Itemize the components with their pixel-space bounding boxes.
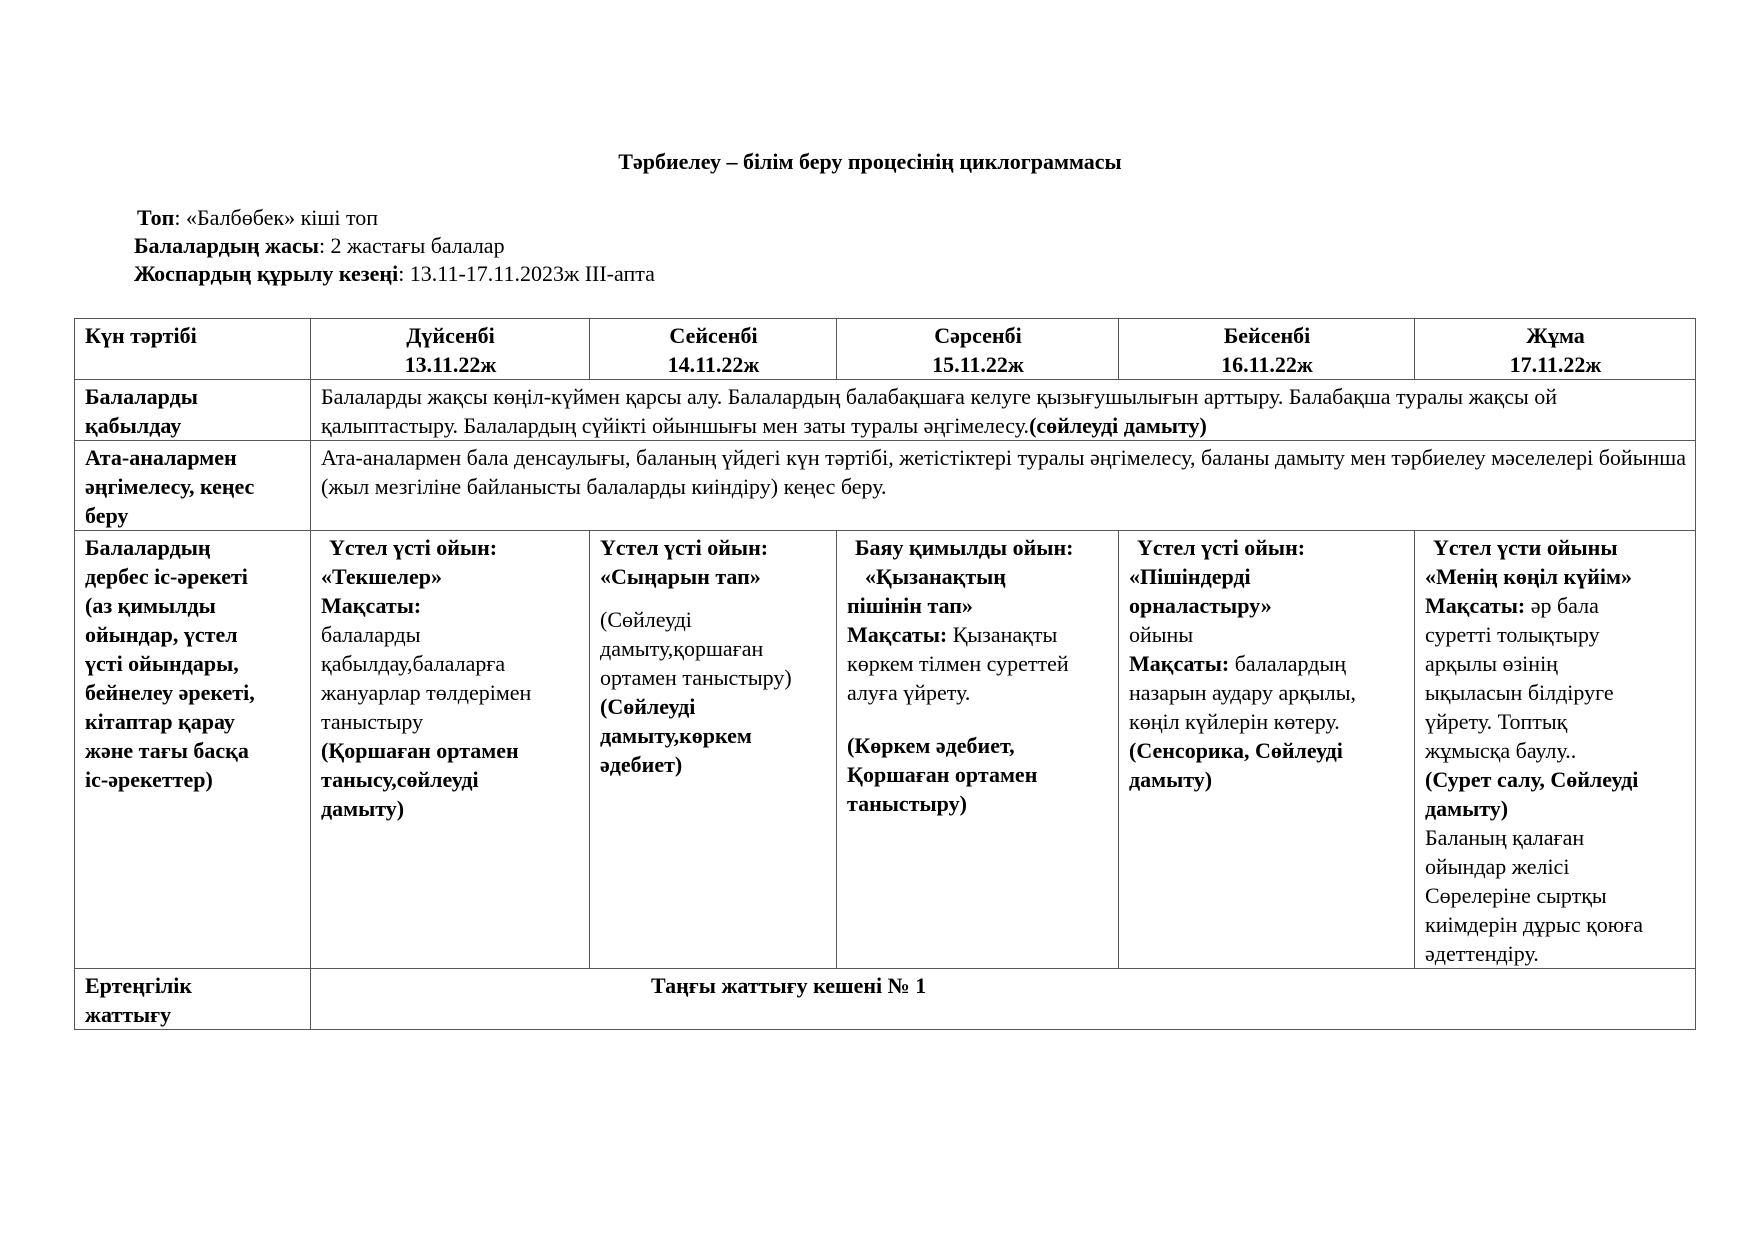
label-line: дербес іс-әрекеті [85, 564, 248, 589]
goal-row [847, 620, 1109, 649]
goal-line: әр бала [1530, 593, 1599, 618]
goal-line: жұмысқа баулу.. [1425, 738, 1577, 763]
extra-line: киімдерін дұрыс қоюға [1425, 912, 1643, 937]
goal-line: арқылы өзінің [1425, 651, 1558, 676]
table-row [75, 531, 1696, 969]
goal-line: суретті толықтыру [1425, 622, 1600, 647]
game-type: Үстел үсті ойын: [329, 535, 498, 560]
activity-thursday [1119, 531, 1415, 969]
areas-line: дамыту,көркем [600, 723, 752, 748]
header-day-friday [1415, 319, 1696, 380]
meta-period-label: Жоспардың құрылу кезеңі [134, 261, 399, 286]
activity-friday [1415, 531, 1696, 969]
activity-tuesday [590, 531, 837, 969]
spacer [847, 707, 1109, 731]
day-date: 13.11.22ж [404, 352, 497, 377]
game-name: пішінін тап» [847, 593, 973, 618]
label-line: бейнелеу әрекеті, [85, 680, 255, 705]
spacer [600, 591, 827, 605]
day-name: Дүйсенбі [406, 323, 495, 348]
table-row [75, 441, 1696, 531]
row-label-reception [75, 380, 311, 441]
meta-age-label: Балалардың жасы [134, 233, 319, 258]
goal-line: назарын аудару арқылы, [1129, 680, 1356, 705]
areas-line: дамыту) [321, 796, 405, 821]
goal-line: көркем тілмен суреттей [847, 651, 1069, 676]
row-label-independent-activity [75, 531, 311, 969]
goal-line: таныстыру [321, 709, 424, 734]
label-line: Ата-аналармен [85, 445, 237, 470]
table-row [75, 380, 1696, 441]
game-type: Үстел үсті ойын: [600, 535, 769, 560]
header-day-thursday [1119, 319, 1415, 380]
reception-text-bold: (сөйлеуді дамыту) [1029, 413, 1207, 438]
day-name: Бейсенбі [1223, 323, 1311, 348]
row-content-morning-exercise: Таңғы жаттығу кешені № 1 [311, 969, 1696, 1030]
game-name: «Менің көңіл күйім» [1425, 564, 1632, 589]
label-line: ойындар, үстел [85, 622, 238, 647]
label-line: (аз қимылды [85, 593, 216, 618]
goal-row [1129, 649, 1405, 678]
meta-period-value: : 13.11-17.11.2023ж ІІІ-апта [398, 261, 655, 286]
meta-period [134, 260, 655, 288]
label-line: Балалардың [85, 535, 211, 560]
goal-line: Қызанақты [952, 622, 1058, 647]
areas-line: Қоршаған ортамен [847, 762, 1038, 787]
meta-age [134, 232, 655, 260]
table-row [75, 969, 1696, 1030]
extra-line: Баланың қалаған [1425, 825, 1585, 850]
schedule-table [74, 318, 1696, 1030]
game-type: Үстел үсти ойыны [1433, 535, 1618, 560]
label-line: жаттығу [85, 1002, 172, 1027]
note-line: дамыту,қоршаған [600, 636, 764, 661]
label-line: беру [85, 503, 129, 528]
day-name: Сәрсенбі [934, 323, 1022, 348]
meta-age-value: : 2 жастағы балалар [318, 233, 505, 258]
header-day-monday [311, 319, 590, 380]
day-name: Сейсенбі [669, 323, 758, 348]
areas-line: (Көркем әдебиет, [847, 733, 1015, 758]
areas-line: таныстыру) [847, 791, 967, 816]
activity-monday [311, 531, 590, 969]
game-type: Үстел үсті ойын: [1137, 535, 1306, 560]
reception-text: Балаларды жақсы көңіл-күймен қарсы алу. Балалардың балабақшаға келуге қызығушылығын арттыру. Балабақша туралы жақсы ой қалыптастыру. Балалардың сүйікті ойыншығы мен заты туралы әңгімелесу. [321, 384, 1558, 438]
day-date: 15.11.22ж [932, 352, 1024, 377]
meta-group [134, 204, 655, 232]
day-date: 17.11.22ж [1509, 352, 1602, 377]
game-name: «Сыңарын тап» [600, 564, 761, 589]
areas-line: әдебиет) [600, 752, 683, 777]
note-line: (Сөйлеуді [600, 607, 692, 632]
goal-label: Мақсаты: [1425, 593, 1526, 618]
goal-line: қабылдау,балаларға [321, 651, 506, 676]
goal-line: көңіл күйлерін көтеру. [1129, 709, 1340, 734]
areas-line: танысу,сөйлеуді [321, 767, 479, 792]
goal-line: ықыласын білдіруге [1425, 680, 1614, 705]
goal-line: балаларды [321, 622, 421, 647]
label-line: әңгімелесу, кеңес [85, 474, 255, 499]
game-suffix: ойыны [1129, 622, 1194, 647]
note-line: ортамен таныстыру) [600, 665, 792, 690]
label-line: Ертеңгілік [85, 973, 193, 998]
row-content-parents: Ата-аналармен бала денсаулығы, баланың үйдегі күн тәртібі, жетістіктері туралы әңгімелесу, баланы дамыту мен тәрбиелеу мәселелері бойынша (жыл мезгіліне байланысты балаларды киіндіру) кеңес беру. [311, 441, 1696, 531]
row-content-reception [311, 380, 1696, 441]
day-date: 16.11.22ж [1221, 352, 1313, 377]
label-line: іс-әрекеттер) [85, 767, 213, 792]
day-name: Жұма [1526, 323, 1585, 348]
goal-line: жануарлар төлдерімен [321, 680, 532, 705]
table-header-row [75, 319, 1696, 380]
meta-group-value: : «Балбөбек» кіші топ [174, 205, 379, 230]
game-name: «Қызанақтың [865, 564, 1006, 589]
areas-line: дамыту) [1129, 767, 1213, 792]
goal-line: алуға үйрету. [847, 680, 971, 705]
game-type: Баяу қимылды ойын: [855, 535, 1074, 560]
extra-line: Сөрелеріне сыртқы [1425, 883, 1607, 908]
label-line: және тағы басқа [85, 738, 249, 763]
header-day-wednesday [837, 319, 1119, 380]
goal-line: үйрету. Топтық [1425, 709, 1568, 734]
label-line: қабылдау [85, 413, 182, 438]
activity-wednesday [837, 531, 1119, 969]
areas-line: (Сурет салу, Сөйлеуді [1425, 767, 1639, 792]
day-date: 14.11.22ж [667, 352, 760, 377]
areas-line: дамыту) [1425, 796, 1509, 821]
areas-line: (Қоршаған ортамен [321, 738, 519, 763]
goal-line: балалардың [1234, 651, 1347, 676]
header-day-tuesday [590, 319, 837, 380]
row-label-morning-exercise [75, 969, 311, 1030]
goal-label: Мақсаты: [1129, 651, 1230, 676]
label-line: үсті ойындары, [85, 651, 239, 676]
label-line: Балаларды [85, 384, 198, 409]
extra-line: ойындар желісі [1425, 854, 1570, 879]
plan-meta [134, 204, 655, 288]
document-title: Тәрбиелеу – білім беру процесінің циклограммасы [618, 149, 1122, 174]
game-name: «Текшелер» [321, 564, 442, 589]
goal-label: Мақсаты: [847, 622, 948, 647]
game-name: орналастыру» [1129, 593, 1272, 618]
row-label-parents [75, 441, 311, 531]
extra-line: әдеттендіру. [1425, 941, 1539, 966]
areas-line: (Сенсорика, Сөйлеуді [1129, 738, 1343, 763]
areas-line: (Сөйлеуді [600, 694, 696, 719]
meta-group-label: Топ [137, 205, 175, 230]
header-schedule: Күн тәртібі [75, 319, 311, 380]
label-line: кітаптар қарау [85, 709, 235, 734]
goal-label: Мақсаты: [321, 593, 422, 618]
game-name: «Пішіндерді [1129, 564, 1251, 589]
goal-row [1425, 591, 1686, 620]
